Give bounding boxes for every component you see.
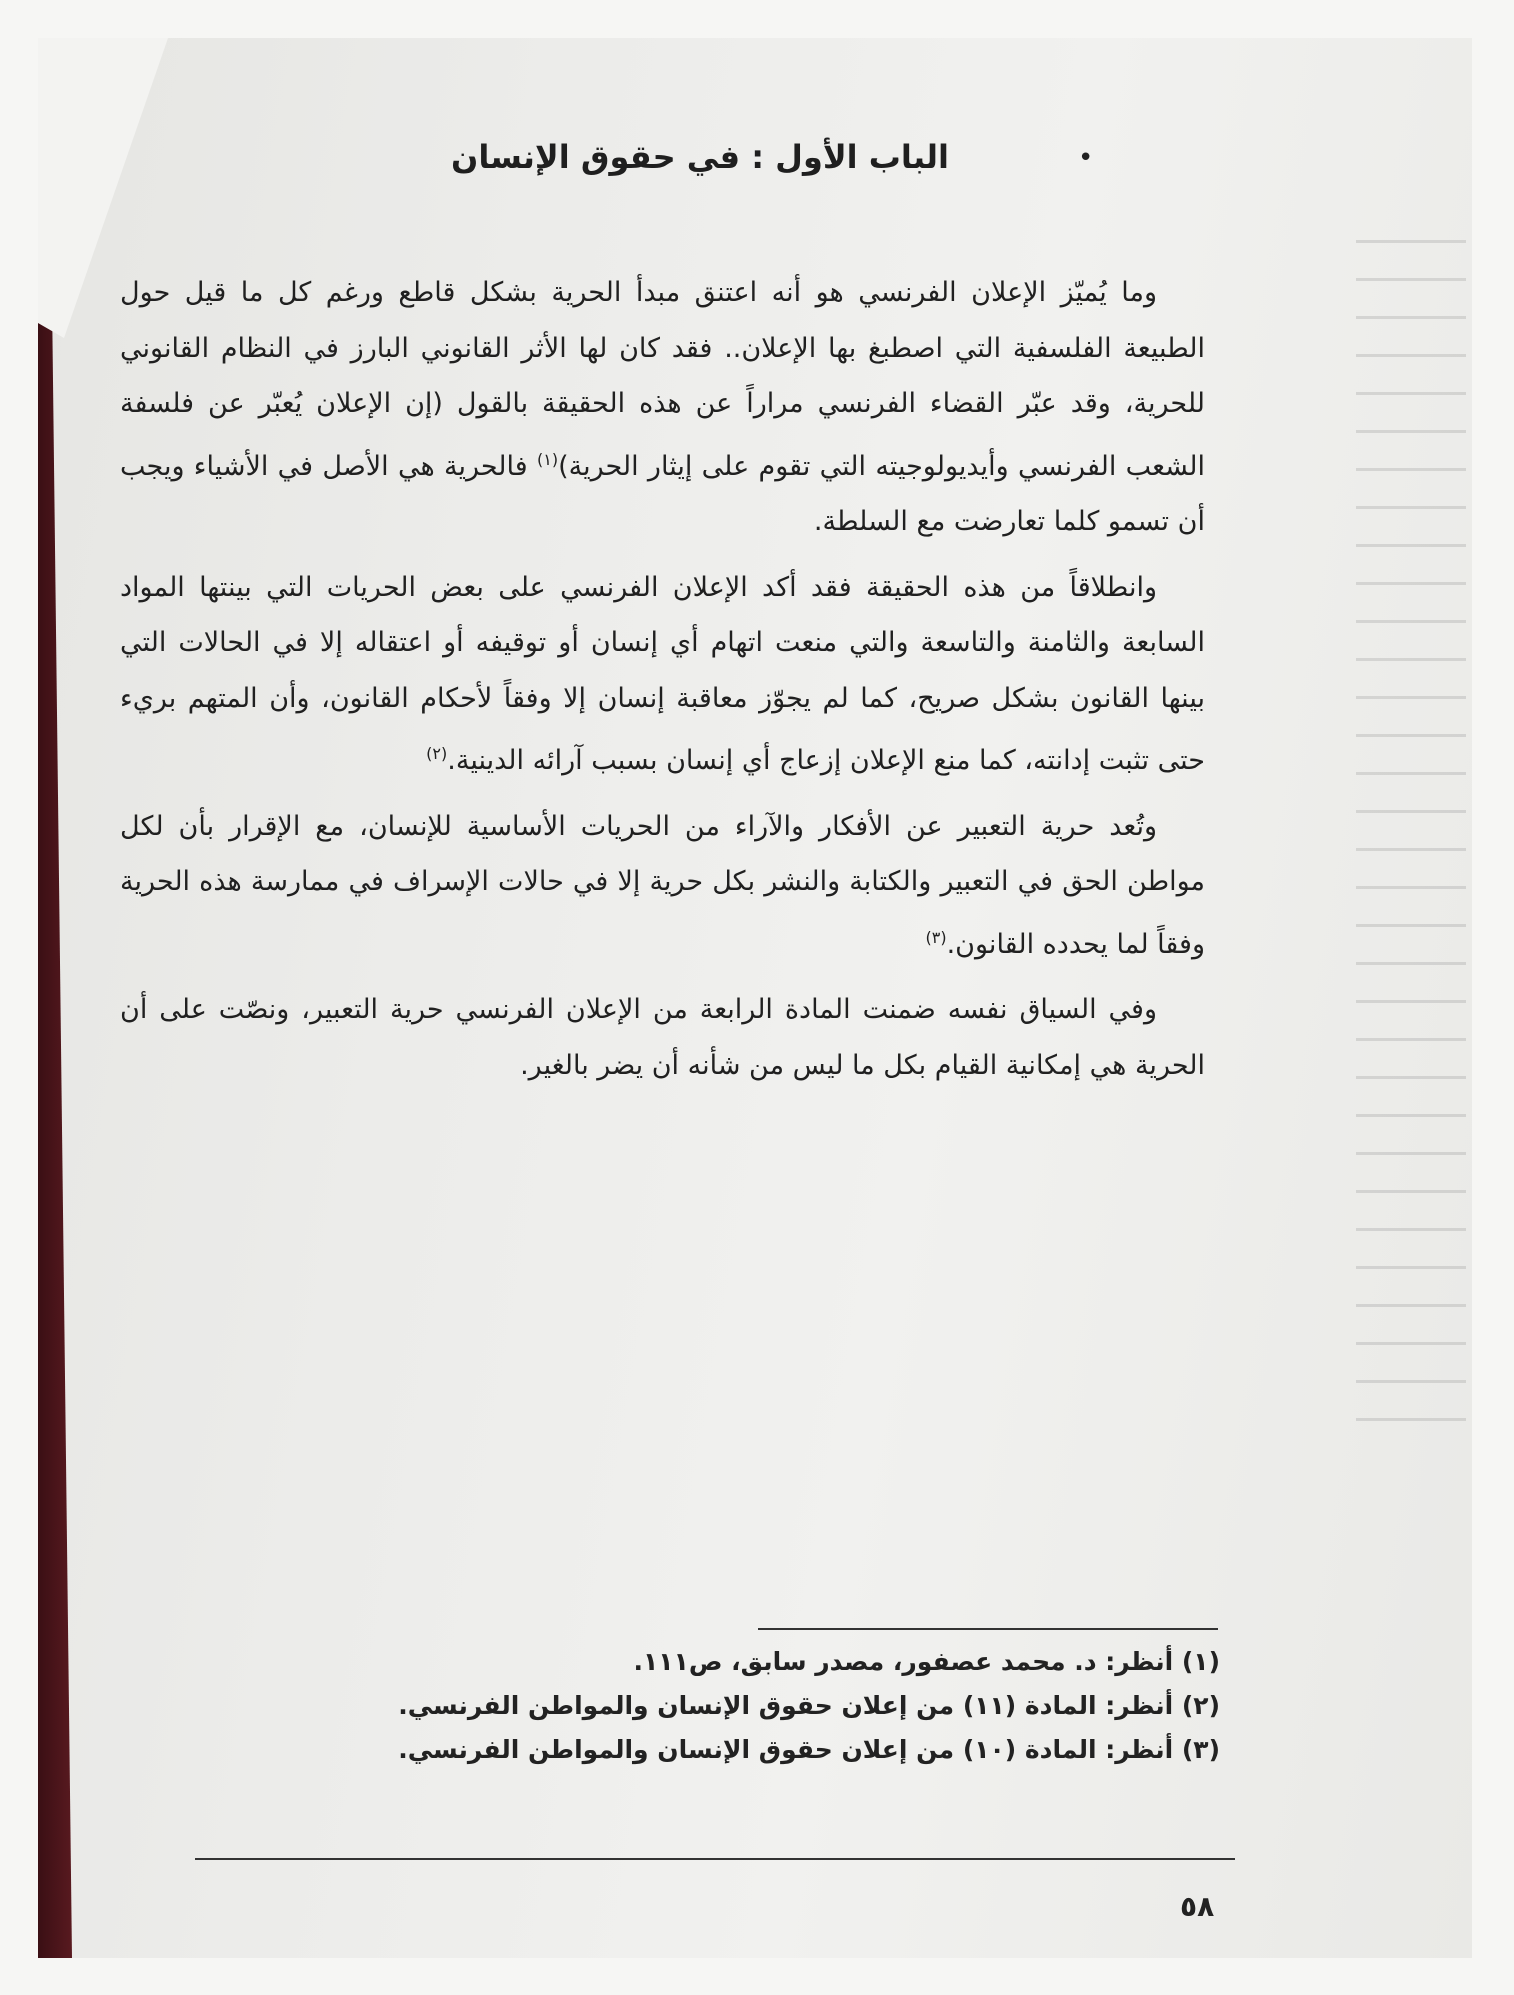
header-bullet-icon: • (1078, 143, 1094, 173)
footnote-mark-1: (١) (536, 449, 559, 469)
footnote-mark-3: (٣) (925, 927, 947, 947)
paragraph-1-text: وما يُميّز الإعلان الفرنسي هو أنه اعتنق مبدأ الحرية بشكل قاطع ورغم كل ما قيل حول الطبيعة الفلسفية التي اصطبغ بها الإعلان.. فقد كان لها الأثر القانوني البارز في النظام القانوني للحرية، وقد عبّر القضاء الفرنسي مراراً عن هذه الحقيقة بالقول (إن الإعلان يُعبّر عن فلسفة الشعب الفرنسي وأيديولوجيته التي تقوم على إيثار الحرية) (120, 277, 1205, 482)
footnote-mark-2: (٢) (426, 744, 448, 763)
paragraph-4-text: وفي السياق نفسه ضمنت المادة الرابعة من الإعلان الفرنسي حرية التعبير، ونصّت على أن الحرية هي إمكانية القيام بكل ما ليس من شأنه أن يضر بالغير. (120, 994, 1205, 1081)
paragraph-4 (120, 982, 1205, 1093)
footnotes (300, 1640, 1220, 1772)
paragraph-1 (120, 265, 1205, 550)
bleed-through-text (1356, 240, 1466, 1440)
footnote-3: (٣) أنظر: المادة (١٠) من إعلان حقوق الإنسان والمواطن الفرنسي. (398, 1735, 1220, 1764)
body-text (120, 265, 1205, 1103)
paragraph-3 (120, 799, 1205, 973)
page-number: ٥٨ (1180, 1890, 1215, 1923)
paragraph-2-text: وانطلاقاً من هذه الحقيقة فقد أكد الإعلان الفرنسي على بعض الحريات التي بينتها المواد السابعة والثامنة والتاسعة والتي منعت اتهام أي إنسان أو توقيفه أو اعتقاله إلا في الحالات التي بينها القانون بشكل صريح، كما لم يجوّز معاقبة إنسان إلا وفقاً لأحكام القانون، وأن المتهم بريء حتى تثبت إدانته، كما منع الإعلان إزعاج أي إنسان بسبب آرائه الدينية. (120, 571, 1205, 776)
paragraph-2 (120, 560, 1205, 789)
paragraph-1-tail: فالحرية هي الأصل في الأشياء ويجب أن تسمو كلما تعارضت مع السلطة. (120, 450, 1205, 537)
footnote-2: (٢) أنظر: المادة (١١) من إعلان حقوق الإنسان والمواطن الفرنسي. (398, 1691, 1220, 1720)
page-header: الباب الأول : في حقوق الإنسان (451, 138, 949, 176)
paragraph-3-text: وتُعد حرية التعبير عن الأفكار والآراء من الحريات الأساسية للإنسان، مع الإقرار بأن لكل مواطن الحق في التعبير والكتابة والنشر بكل حرية إلا في حالات الإسراف في ممارسة هذه الحرية وفقاً لما يحدده القانون. (120, 810, 1205, 960)
bottom-rule (195, 1858, 1235, 1860)
footnote-separator (758, 1628, 1218, 1630)
footnote-1: (١) أنظر: د. محمد عصفور، مصدر سابق، ص١١١. (633, 1647, 1220, 1676)
